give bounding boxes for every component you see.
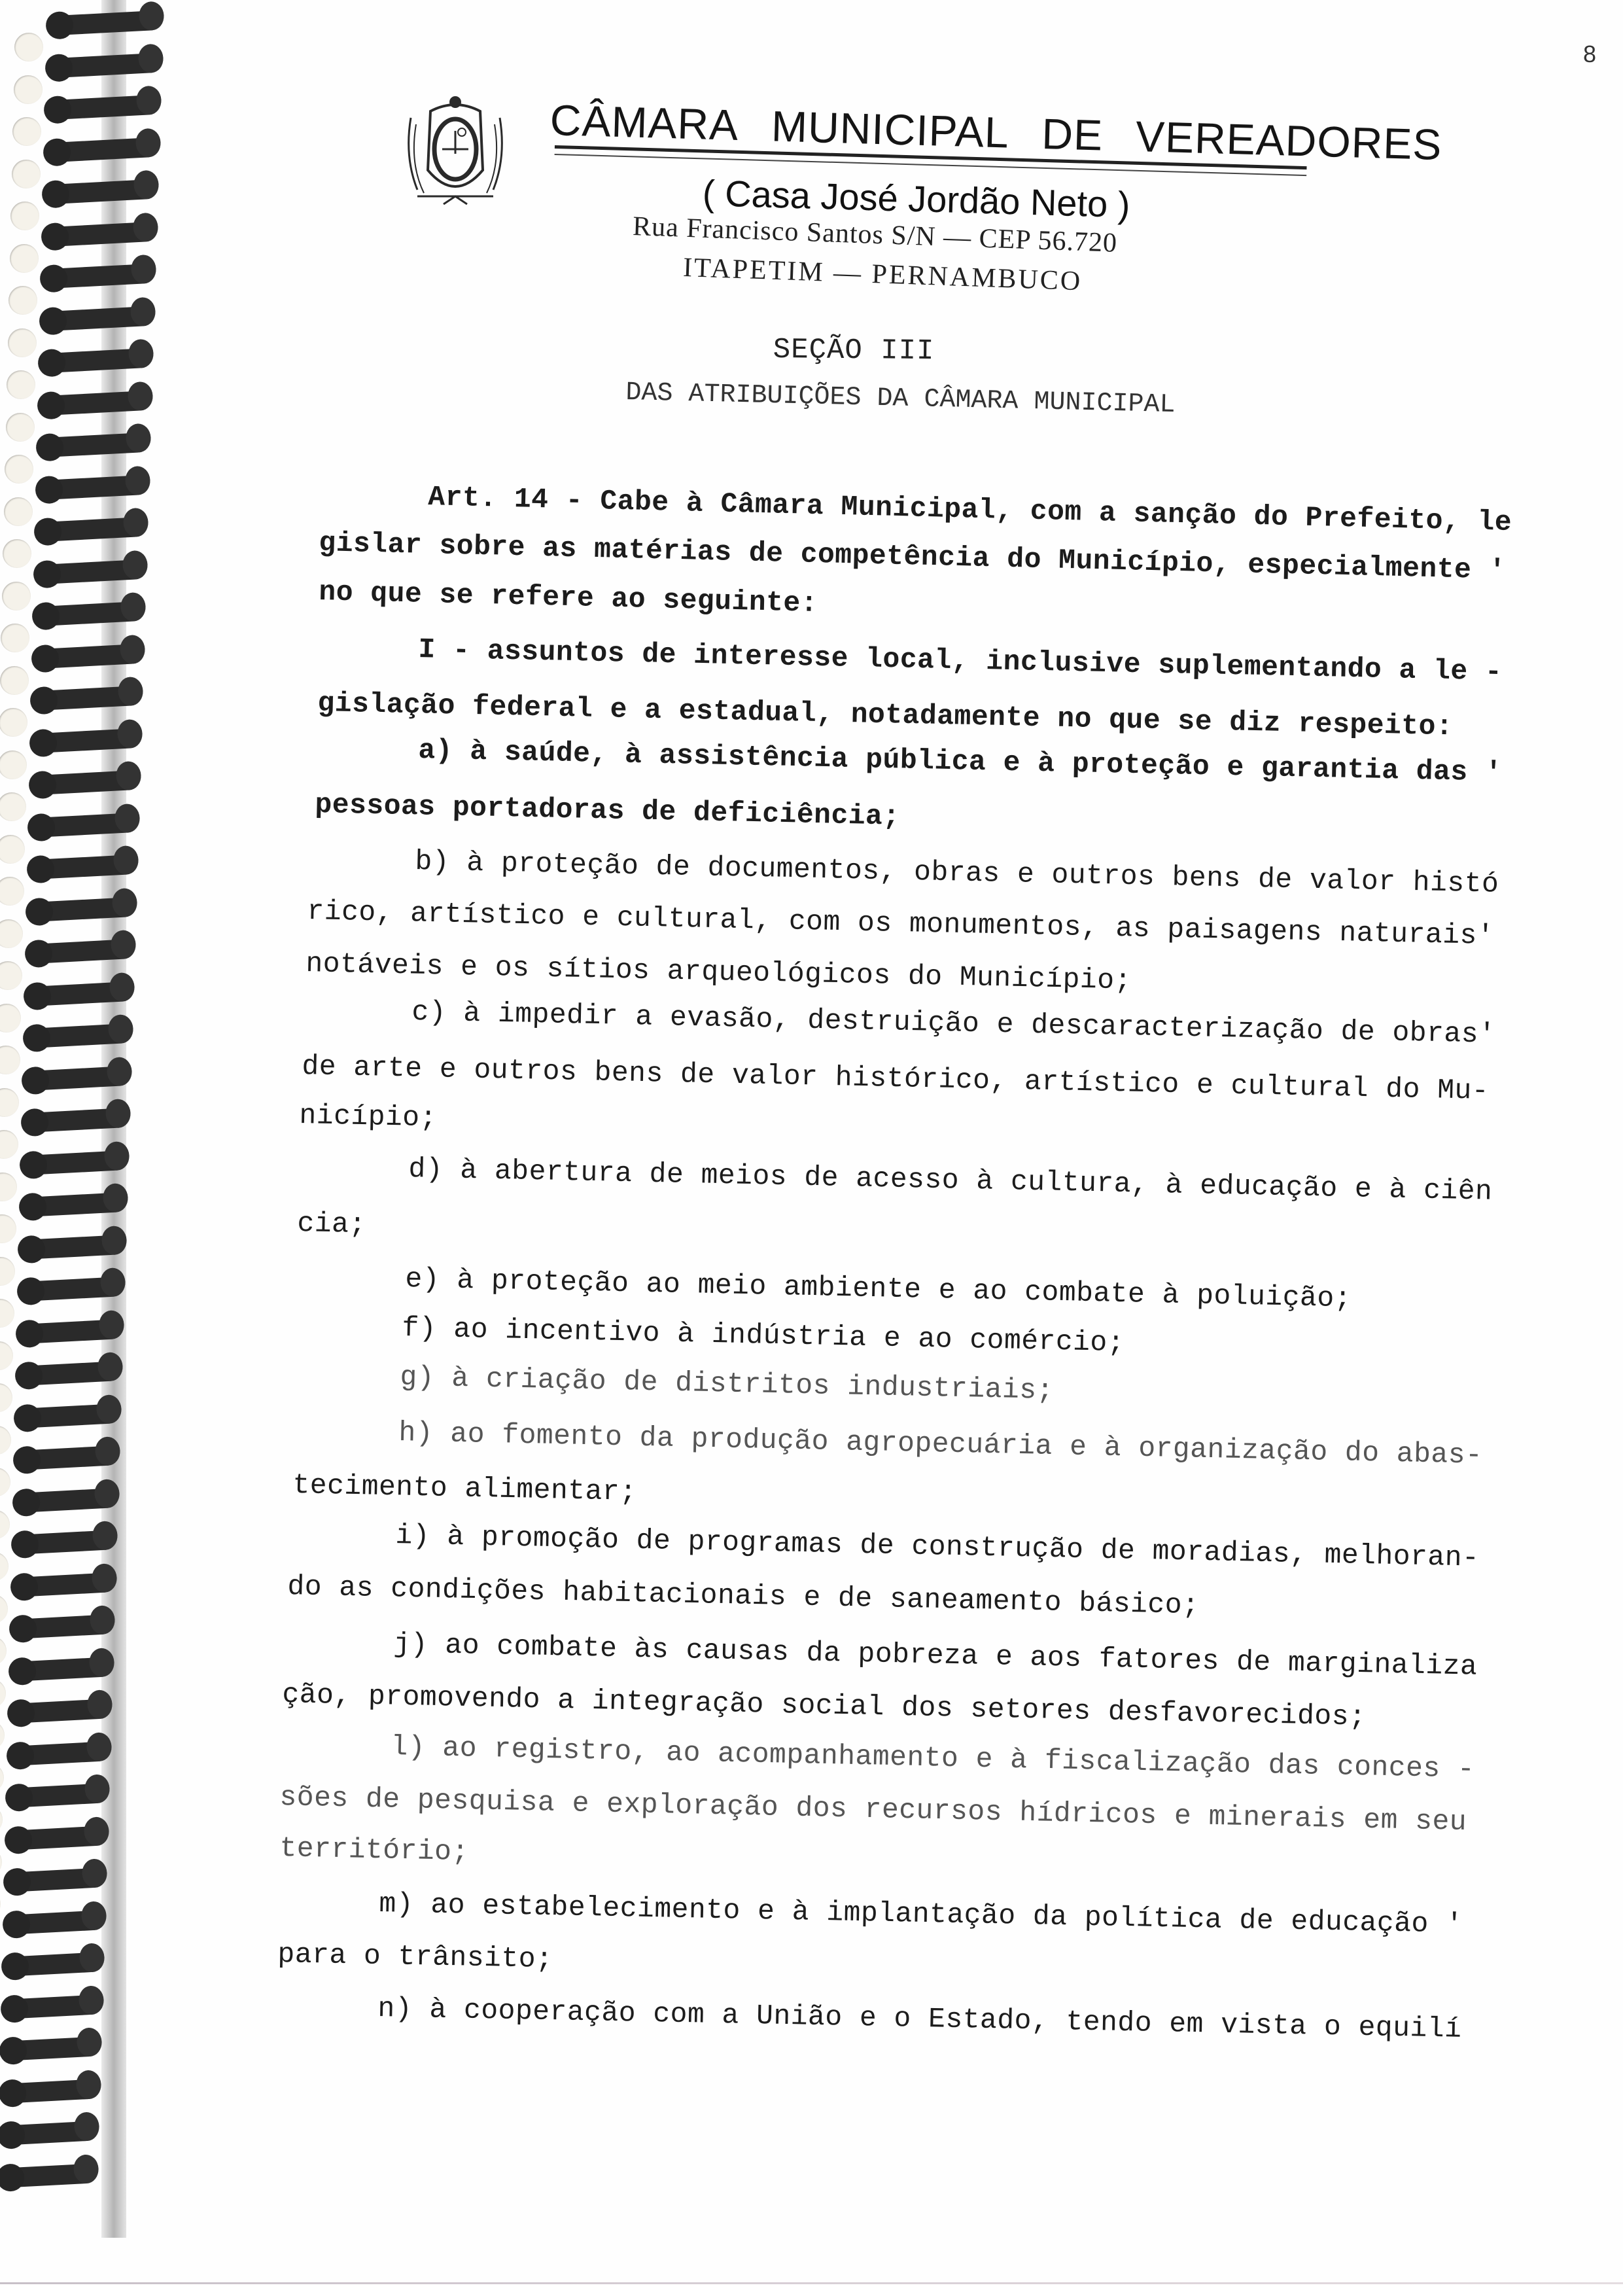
letterhead-word: MUNICIPAL [771,101,1010,157]
binding-coil [7,1994,100,2019]
body-line: de arte e outros bens de valor histórico, artístico e cultural do Mu- [301,1050,1490,1107]
binding-coil [6,2036,99,2060]
binding-hole [10,202,39,230]
body-line: tecimento alimentar; [292,1469,637,1509]
binding-hole [14,33,43,62]
letterhead-word: DE [1041,109,1104,160]
body-line: do as condições habitacionais e de saneamento básico; [287,1570,1200,1622]
binding-coil [43,390,149,415]
letterhead-word: VEREADORES [1135,112,1443,169]
letterhead-address: Rua Francisco Santos S/N — CEP 56.720 [632,211,1118,258]
binding-hole [3,539,31,568]
body-line: e) à proteção ao meio ambiente e ao combate à poluição; [404,1263,1352,1315]
body-line: ção, promovendo a integração social dos setores desfavorecidos; [281,1678,1367,1733]
body-line: rico, artístico e cultural, com os monumentos, as paisagens naturais' [306,895,1495,952]
binding-coil [41,517,145,542]
binding-hole [2,582,31,610]
binding-coil [43,433,148,457]
binding-coil [39,601,143,626]
body-line: I - assuntos de interesse local, inclusive suplementando a le - [417,633,1503,688]
binding-hole [0,961,22,990]
binding-hole [4,497,33,526]
binding-hole [0,877,24,906]
binding-coil [45,306,152,330]
binding-coil [41,474,147,499]
body-line: f) ao incentivo à indústria e ao comércio; [401,1312,1125,1360]
binding-hole [0,1004,21,1033]
binding-hole [0,1088,19,1117]
binding-hole [0,835,25,864]
binding-hole [0,1299,14,1328]
letterhead-city: ITAPETIM — PERNAMBUCO [682,252,1083,297]
binding-coil [8,1952,102,1976]
binding-hole [0,1552,9,1581]
binding-hole [7,370,35,399]
binding-hole [14,75,43,104]
binding-hole [1,624,29,652]
binding-coil [39,559,144,584]
body-line: i) à promoção de programas de construção de moradias, melhoran- [394,1519,1480,1574]
binding-coil [50,95,158,120]
binding-coil [4,2121,97,2145]
binding-hole [0,1257,15,1286]
binding-hole [0,1426,11,1455]
binding-hole [0,1510,10,1539]
body-line: l) ao registro, ao acompanhamento e à fiscalização das conces - [390,1731,1475,1786]
body-line: d) à abertura de meios de acesso à cultura, à educação e à ciên [408,1153,1493,1208]
body-line: cia; [296,1207,367,1241]
binding-hole [0,1636,7,1665]
binding-hole [9,286,37,315]
binding-hole [0,1721,5,1750]
binding-hole [0,1383,12,1412]
binding-hole [0,1341,13,1370]
binding-hole [0,1214,16,1243]
body-line: no que se refere ao seguinte: [318,576,818,620]
letterhead-house-name: ( Casa José Jordão Neto ) [702,171,1131,226]
page-number: 8 [1583,41,1597,67]
body-line: para o trânsito; [277,1938,553,1976]
binding-coil [14,1657,111,1682]
binding-coil [5,2079,97,2103]
binding-coil [3,2163,95,2187]
body-line: j) ao combate às causas da pobreza e aos fatores de marginaliza [393,1628,1478,1683]
binding-coil [44,348,150,373]
binding-coil [49,137,157,162]
spiral-binding [0,0,170,2238]
binding-coil [52,10,160,36]
binding-coil [10,1826,105,1850]
binding-hole [0,1848,2,1877]
binding-hole [0,666,29,695]
scan-background [0,2284,1623,2296]
binding-coil [51,52,160,78]
binding-hole [0,1130,18,1159]
body-line: sões de pesquisa e exploração dos recursos hídricos e minerais em seu [279,1781,1467,1838]
binding-hole [0,1805,3,1834]
binding-hole [6,413,35,442]
binding-hole [10,244,39,273]
body-line: notáveis e os sítios arqueológicos do Município; [305,947,1132,997]
binding-coil [13,1699,109,1723]
binding-hole [0,708,27,737]
body-line: gislação federal e a estadual, notadamente no que se diz respeito: [317,687,1454,743]
body-line: b) à proteção de documentos, obras e outros bens de valor histó [414,845,1499,900]
binding-hole [5,455,33,484]
binding-coil [10,1867,105,1892]
body-line: m) ao estabelecimento e à implantação da política de educação ' [379,1888,1463,1941]
body-line: a) à saúde, à assistência pública e à proteção e garantia das ' [417,734,1503,789]
binding-hole [0,751,27,779]
binding-coil [48,179,155,204]
letterhead-word: CÂMARA [549,95,740,150]
section-title: SEÇÃO III [773,334,935,368]
binding-coil [12,1741,108,1766]
binding-hole [0,1890,1,1918]
binding-coil [16,1572,113,1597]
binding-coil [47,221,154,246]
binding-hole [0,1763,4,1792]
binding-coil [46,264,152,289]
binding-hole [8,328,37,357]
binding-hole [0,1595,8,1623]
body-line: g) à criação de distritos industriais; [399,1361,1055,1407]
body-line: pessoas portadoras de deficiência; [314,788,901,833]
binding-hole [0,1046,20,1074]
body-line: c) à impedir a evasão, destruição e descaracterização de obras' [411,996,1496,1051]
body-line: território; [279,1832,470,1869]
body-line: h) ao fomento da produção agropecuária e à organização do abas- [398,1417,1483,1472]
binding-hole [12,117,41,146]
body-line: gislar sobre as matérias de competência do Município, especialmente ' [318,527,1507,587]
binding-hole [0,919,23,948]
binding-hole [0,1468,10,1496]
binding-coil [12,1783,107,1808]
binding-hole [0,1173,17,1201]
binding-hole [0,1679,6,1708]
binding-coil [9,1910,103,1934]
section-subtitle: DAS ATRIBUIÇÕES DA CÂMARA MUNICIPAL [625,378,1176,421]
binding-hole [0,792,26,821]
coat-of-arms-icon [391,92,519,216]
binding-hole [12,160,41,188]
body-line: n) à cooperação com a União e o Estado, tendo em vista o equilí [377,1992,1462,2045]
body-line: Art. 14 - Cabe à Câmara Municipal, com a sanção do Prefeito, le [427,481,1512,539]
binding-coil [15,1614,112,1639]
binding-coil [17,1530,114,1555]
body-line: nicípio; [298,1099,438,1135]
